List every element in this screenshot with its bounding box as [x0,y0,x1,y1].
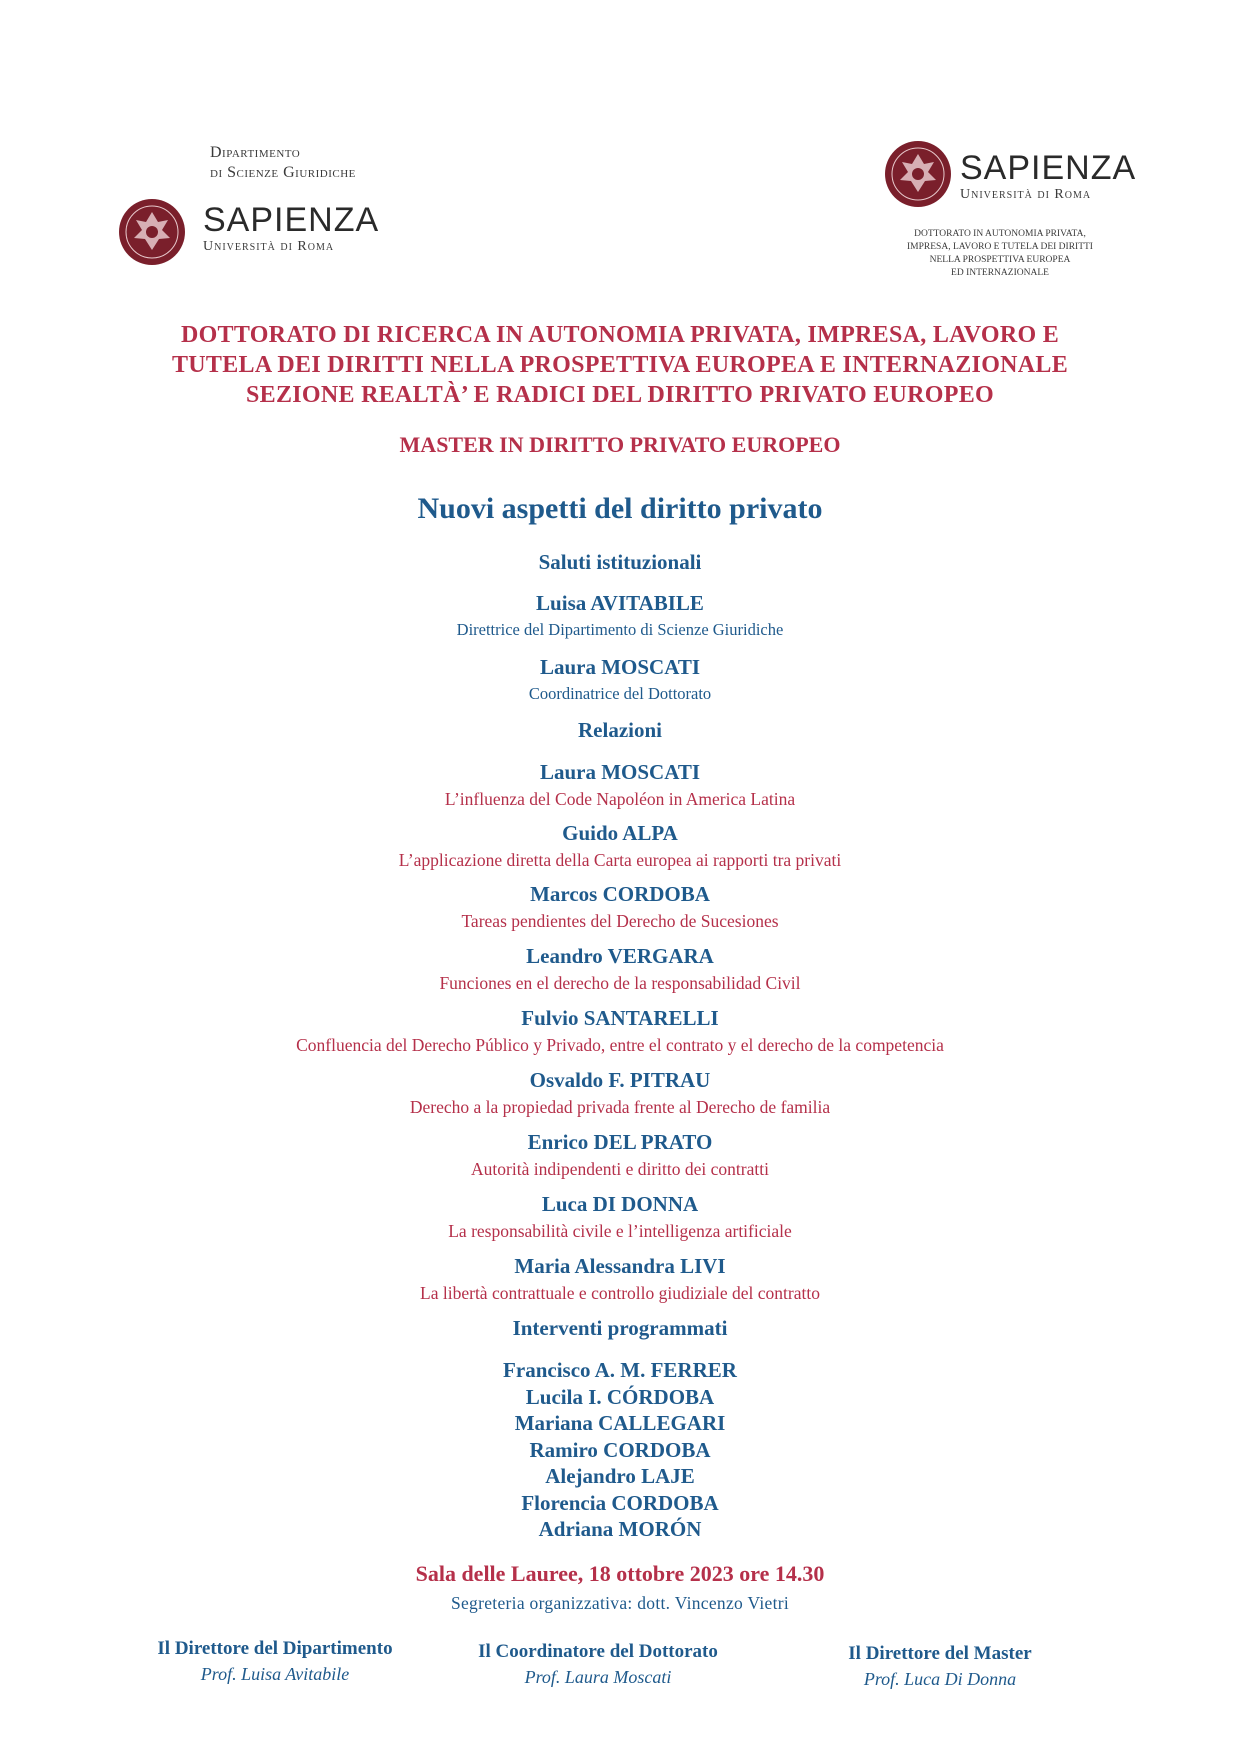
talk-title: La libertà contrattuale e controllo giudiziale del contratto [420,1283,820,1303]
talk-title: Funciones en el derecho de la responsabilidad Civil [439,973,801,993]
saluti-heading: Saluti istituzionali [538,550,702,574]
speaker-name: Leandro VERGARA [526,944,714,968]
speaker-name: Guido ALPA [562,821,678,845]
intervenant-name: Lucila I. CÓRDOBA [525,1384,715,1409]
signature-title: Il Coordinatore del Dottorato [478,1641,718,1662]
speaker-role: Coordinatrice del Dottorato [528,684,712,703]
signature-name: Prof. Luca Di Donna [863,1669,1017,1689]
intervenant-name: Alejandro LAJE [545,1464,695,1488]
signature-name: Prof. Laura Moscati [524,1667,672,1687]
interventi-list [0,1357,1240,1543]
talk-title: Tareas pendientes del Derecho de Sucesiones [461,911,779,931]
brand-name: SAPIENZA [960,149,1137,187]
intervenant-name: Florencia CORDOBA [521,1490,719,1515]
signature-title: Il Direttore del Dipartimento [157,1638,393,1659]
speaker-name: Fulvio SANTARELLI [521,1006,719,1030]
doctorate-note [880,228,1120,280]
sapienza-seal-icon [884,140,952,208]
signature-doctorate-coordinator [438,1641,758,1688]
speaker-name: Laura MOSCATI [539,655,701,679]
talk-title: Confluencia del Derecho Público y Privado, entre el contrato y el derecho de la competencia [296,1035,944,1055]
speaker-name: Enrico DEL PRATO [527,1130,713,1154]
speaker-name: Maria Alessandra LIVI [514,1254,726,1278]
intervenant-name: Adriana MORÓN [538,1517,702,1541]
signature-title: Il Direttore del Master [848,1643,1032,1664]
doctorate-note-line: DOTTORATO IN AUTONOMIA PRIVATA, [914,229,1086,239]
signature-department-director [115,1638,435,1685]
brand-subtitle: Università di Roma [960,187,1092,202]
speaker-name: Luisa AVITABILE [536,591,704,615]
interventi-heading: Interventi programmati [512,1316,728,1340]
talk-title: Autorità indipendenti e diritto dei contratti [471,1159,769,1179]
talk-title: L’applicazione diretta della Carta europea ai rapporti tra privati [398,850,842,870]
intervenant-name: Mariana CALLEGARI [514,1411,726,1435]
speaker-name: Luca DI DONNA [541,1192,699,1216]
event-venue-date: Sala delle Lauree, 18 ottobre 2023 ore 14.30 [415,1561,825,1586]
event-title: Nuovi aspetti del diritto privato [417,492,823,525]
relazioni-heading: Relazioni [578,718,662,742]
speaker-name: Osvaldo F. PITRAU [529,1068,711,1092]
program-title [0,320,1240,410]
program-title-line-3: SEZIONE REALTÀ’ E RADICI DEL DIRITTO PRIVATO EUROPEO [245,382,994,408]
signature-master-director [780,1643,1100,1690]
doctorate-note-line: NELLA PROSPETTIVA EUROPEA [929,255,1071,265]
doctorate-note-line: IMPRESA, LAVORO E TUTELA DEI DIRITTI [907,242,1093,252]
talk-title: Derecho a la propiedad privada frente al Derecho de familia [409,1097,831,1117]
doctorate-note-line: ED INTERNAZIONALE [951,268,1049,278]
speaker-name: Marcos CORDOBA [530,882,710,906]
master-title: MASTER IN DIRITTO PRIVATO EUROPEO [399,432,841,457]
department-line-1: Dipartimento [210,144,301,161]
speaker-role: Direttrice del Dipartimento di Scienze Giuridiche [456,620,784,639]
sapienza-seal-icon [118,198,186,266]
department-line-2: di Scienze Giuridiche [210,164,356,181]
talk-title: L’influenza del Code Napoléon in America Latina [444,789,796,809]
brand-left [203,202,379,256]
intervenant-name: Ramiro CORDOBA [529,1437,711,1462]
speaker-name: Laura MOSCATI [539,760,701,784]
event-secretary: Segreteria organizzativa: dott. Vincenzo Vietri [450,1593,790,1613]
talk-title: La responsabilità civile e l’intelligenza artificiale [448,1221,792,1241]
brand-subtitle: Università di Roma [203,239,335,254]
intervenant-name: Francisco A. M. FERRER [503,1358,737,1382]
brand-name: SAPIENZA [203,201,380,239]
program-title-line-2: TUTELA DEI DIRITTI NELLA PROSPETTIVA EUROPEA E INTERNAZIONALE [171,352,1069,378]
signature-name: Prof. Luisa Avitabile [200,1664,350,1684]
brand-right [960,150,1136,204]
department-name [210,143,356,183]
program-title-line-1: DOTTORATO DI RICERCA IN AUTONOMIA PRIVATA, IMPRESA, LAVORO E [180,322,1060,348]
